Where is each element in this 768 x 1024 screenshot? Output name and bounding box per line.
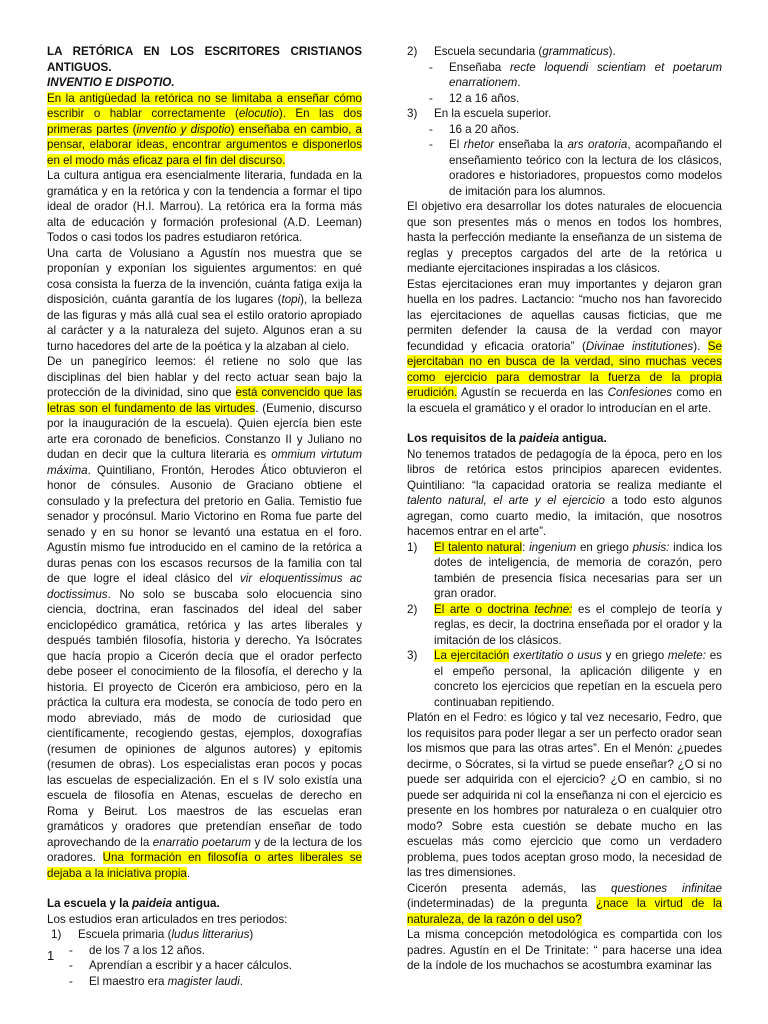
left-column (47, 44, 362, 989)
ciceron-paragraph: Cicerón presenta además, las questiones infinitae (indeterminadas) de la pregunta ¿nace la virtud de la naturaleza, de la razón o del uso? (407, 881, 722, 926)
intro-paragraph: En la antigüedad la retórica no se limitaba a enseñar cómo escribir o hablar correctamente (elocutio). En las dos primeras partes (inventio y dispotio) enseñaba en cambio, a pensar, elaborar ideas, encontrar argumentos e disponerlos en el modo más eficaz para el fin del discurso. (47, 91, 362, 167)
document-title: LA RETÓRICA EN LOS ESCRITORES CRISTIANOS ANTIGUOS. (47, 45, 362, 74)
list-item-superior: 3) En la escuela superior. (407, 107, 552, 120)
platon-paragraph: Platón en el Fedro: es lógico y tal vez necesario, Fedro, que los requisitos para poder llegar a ser un perfecto orador sean los mismos que para las otras artes”. En el Menón: ¿puedes decirme, o Sócrates, si la virtud se puede enseñar? ¿O si no puede ser adquirida con el ejercicio? ¿O en cambio, si no puede ser adquirida ni col la enseñanza ni con el ejercicio es presente en los hombres por naturaleza o en cualquier otro modo? Sobre esta cuestión se debate mucho en las escuelas más como ejercicio que como un verdadero problema, pues todos aceptan groso modo, la necesidad de las tres dimensiones. (407, 711, 722, 879)
document-subtitle: INVENTIO E DISPOTIO. (47, 76, 175, 89)
culture-paragraph: La cultura antigua era esencialmente literaria, fundada en la gramática y en la retórica y con la tendencia a formar el tipo ideal de orador (H.I. Marrou). La retórica era la forma más alta de educación y formación profesional (A.D. Leeman) Todos o casi todos los padres estudiaron retórica. (47, 169, 362, 244)
list-item-primaria: 1) Escuela primaria (ludus litterarius) (51, 928, 254, 941)
page-number: 1 (47, 948, 55, 963)
section-heading-escuela: La escuela y la paideia antigua. (47, 897, 220, 910)
sub-item: - El rhetor enseñaba la ars oratoria, acompañando el enseñamiento teórico con la lectura de los clásicos, oradores e historiadores, propuestos como modelos de imitación para los alumnos. (429, 138, 722, 198)
quintiliano-paragraph: No tenemos tratados de pedagogía de la época, pero en los libros de retórica estos principios aparecen evidentes. Quintiliano: “la capacidad oratoria se realiza mediante el talento natural, el arte y el ejercicio a todo esto algunos agregan, como cuarto medio, la imitación, que nosotros hacemos entrar en el arte”. (407, 447, 722, 538)
requisite-item-ejercitacion: 3) La ejercitación exertitatio o usus y en griego melete: es el empeño personal, la aplicación diligente y en concreto los ejercicios que repetían en la escuela pero continuaban repitiendo. (407, 649, 722, 709)
sub-item: - de los 7 a los 12 años. (69, 943, 206, 957)
right-column (407, 44, 722, 974)
sub-item: - 16 a 20 años. (429, 122, 520, 136)
section-heading-requisitos: Los requisitos de la paideia antigua. (407, 432, 607, 445)
sub-item: - Enseñaba recte loquendi scientiam et poetarum enarrationem. (429, 60, 722, 89)
periods-intro: Los estudios eran articulados en tres periodos: (47, 912, 288, 926)
sub-item: - Aprendían a escribir y a hacer cálculos. (69, 959, 292, 972)
sub-item: - 12 a 16 años. (429, 91, 520, 105)
requisite-item-arte: 2) El arte o doctrina techne: es el complejo de teoría y reglas, es decir, la doctrina enseñada por el orador y la imitación de los clásicos. (407, 602, 722, 647)
list-item-secundaria: 2) Escuela secundaria (grammaticus). (407, 45, 616, 58)
panegyric-paragraph: De un panegírico leemos: él retiene no solo que las disciplinas del bien hablar y del recto actuar sean bajo la protección de la divinidad, sino que está convencido que las letras son el fundamento de las virtudes. (Eumenio, discurso por la inauguración de la escuela). Quien ejercía bien este arte era coronado de beneficios. Constanzo II y Juliano no dudan en decir que la cultura literaria es ommium virtutum máxima. Quintiliano, Frontón, Herodes Ático obtuvieron el honor de cónsules. Ausonio de Graciano obtiene el consulado y la prefectura del pretorio en Galia. Temistio fue senador y procónsul. Mario Victorino en Roma fue parte del senado y en su honor se levantó una estatua en el foro. Agustín mismo fue introducido en el camino de la retórica a duras penas con los escasos recursos de la familia con tal de que logre el ideal clásico del vir eloquentissimus ac doctissimus. No solo se buscaba solo elocuencia sino ciencia, doctrina, eran fascinados del ideal del saber enciclopédico gramática, retórica y las artes liberales y después también filosofía, historia y derecho. Ya Isócrates que hacía propio a Cicerón decía que el orador perfecto debe poseer el conocimiento de la filosofía, el derecho y la historia. El proyecto de Cicerón era ambicioso, pero en la práctica la cultura era modesta, se conocía de todo pero en modo abreviado, más de modo de curiosidad que científicamente, recogiendo gestas, ejemplos, doxografías (resumen de opiniones de algunos autores) y epitomis (resumen de obras). Los especialistas eran pocos y pocas las escuelas de especialización. En el s IV solo existía una escuela de filosofía en Atenas, escuelas de derecho en Roma y Beirut. Los maestros de las escuelas eran gramáticos y oradores que pretendían enseñar de todo aprovechando de la enarratio poetarum y de la lectura de los oradores. Una formación en filosofía o artes liberales se dejaba a la iniciativa propia. (47, 355, 363, 880)
exercises-paragraph: Estas ejercitaciones eran muy importantes y dejaron gran huella en los padres. Lactancio: “mucho nos han favorecido las ejercitaciones de aquellas causas ficticias, que me permiten defender la causa de la verdad con mayor fecundidad y eficacia oratoria” (Divinae institutiones). Se ejercitaban no en busca de la verdad, sino muchas veces como ejercicio para demostrar la fuerza de la propia erudición. Agustín se recuerda en las Confesiones como en la escuela el gramático y el orador lo introducían en el arte. (407, 277, 722, 415)
volusiano-paragraph: Una carta de Volusiano a Agustín nos muestra que se proponían y exponían los siguientes argumentos: en qué cosa consista la fuerza de la invención, cuánta fatiga exija la disposición, cuánta garantía de los lugares (topi), la belleza de las figuras y más allá cual sea el estilo oratorio apropiado al carácter y a la naturaleza del sujeto. Algunos eran a su turno hacedores del arte de la poética y la alzaban al cielo. (47, 246, 362, 353)
sub-item: - El maestro era magister laudi. (69, 974, 244, 988)
requisite-item-talento: 1) El talento natural: ingenium en griego phusis: indica los dotes de inteligencia, de memoria de corazón, pero también de presencia física necesarias para ser un gran orador. (407, 540, 722, 600)
agustin-paragraph: La misma concepción metodológica es compartida con los padres. Agustín en el De Trinitate: “ para hacerse una idea de la índole de los muchachos se acostumbra examinar las (407, 928, 722, 972)
objective-paragraph: El objetivo era desarrollar los dotes naturales de elocuencia que son presentes más o menos en todos los hombres, hasta la perfección mediante la enseñanza de un sistema de reglas y preceptos cargados del arte de la retórica u mediante ejercitaciones inspiradas a los clásicos. (407, 200, 722, 275)
